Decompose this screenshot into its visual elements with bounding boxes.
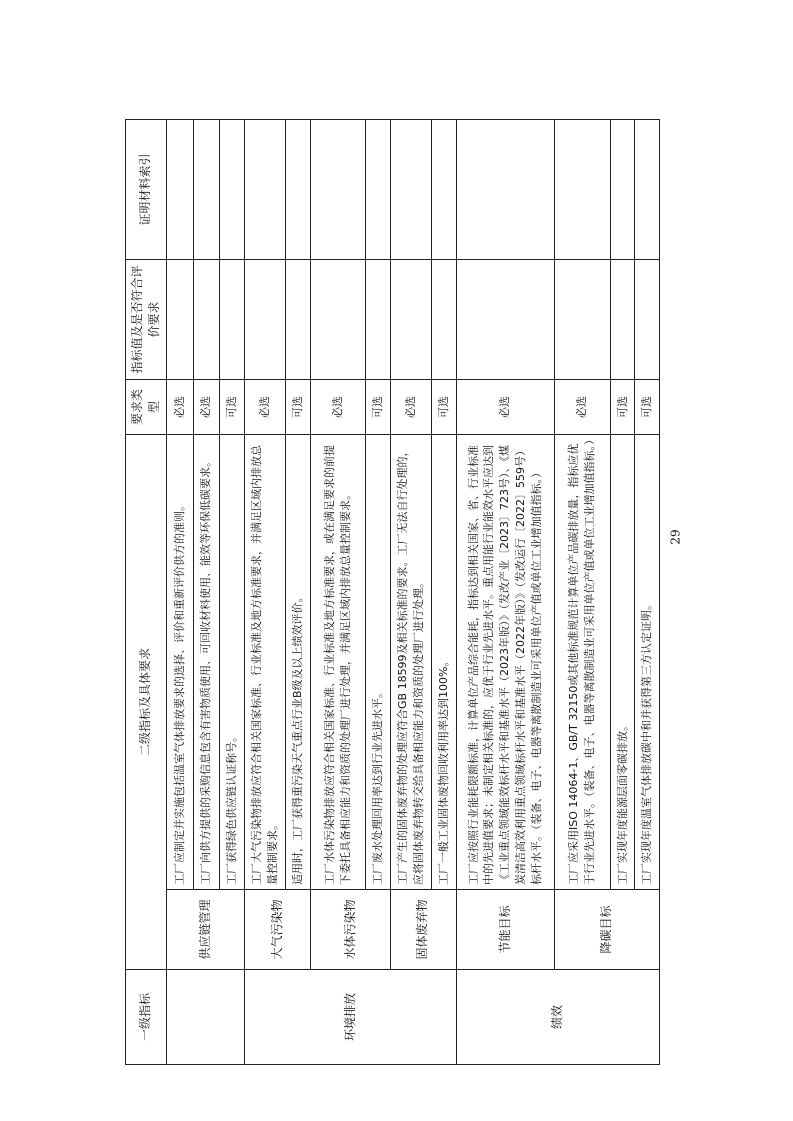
value-cell[interactable] [286,259,311,379]
header-row [126,119,167,1064]
req-type: 可选 [366,379,391,434]
req-type: 必选 [193,379,220,434]
table-row [456,119,555,1064]
requirement-text: 工厂实现年度能源层面零碳排放。 [610,434,635,889]
page-number: 29 [668,529,683,545]
requirement-text: 工厂获得绿色供应链认证称号。 [220,434,245,889]
evidence-cell[interactable] [310,119,365,259]
req-type: 必选 [166,379,193,434]
level2-cell: 大气污染物 [244,890,310,970]
level2-cell: 降碳目标 [555,890,660,970]
req-type: 必选 [310,379,365,434]
header-level2: 二级指标及具体要求 [126,434,167,969]
req-type: 必选 [456,379,555,434]
level1-cell-perf: 绩效 [456,970,659,1065]
table-row [310,119,365,1064]
header-value: 指标值及是否符合评价要求 [126,259,167,379]
req-type: 必选 [390,379,431,434]
evidence-cell[interactable] [286,119,311,259]
level2-cell: 节能目标 [456,890,555,970]
requirement-text: 工厂大气污染物排放应符合相关国家标准、行业标准及地方标准要求，并满足区域内排放总量控制要求。 [244,434,285,889]
req-type: 必选 [555,379,610,434]
header-level1: 一级指标 [126,970,167,1065]
table-row [166,119,193,1064]
level1-cell-env: 环境排放 [244,970,456,1065]
value-cell[interactable] [193,259,220,379]
value-cell[interactable] [610,259,635,379]
value-cell[interactable] [220,259,245,379]
value-cell[interactable] [166,259,193,379]
requirement-text: 工厂应按照行业能耗限额标准，计算单位产品综合能耗，指标达到相关国家、省、行业标准中的先进值要求；未制定相关标准的，应优于行业先进水平。重点用能行业能效水平应达到《工业重点领域能效标杆水平和基准水平（2023年版）》（发改产业〔2023〕723号）、《煤炭清洁高效利用重点领域标杆水平和基准水平（2022年版）》（发改运行〔2022〕559号）标杆水平。（装备、电子、电器等离散制造业可采用单位产值或单位工业增加值指标。） [456,434,555,889]
table-row [555,119,610,1064]
req-type: 可选 [220,379,245,434]
evidence-cell[interactable] [166,119,193,259]
evidence-cell[interactable] [220,119,245,259]
level2-cell: 固体废弃物 [390,890,456,970]
evidence-cell[interactable] [456,119,555,259]
evidence-cell[interactable] [366,119,391,259]
req-type: 可选 [286,379,311,434]
evidence-cell[interactable] [635,119,660,259]
value-cell[interactable] [390,259,431,379]
requirement-text: 工厂应制定并实施包括温室气体排放要求的选择、评价和重新评价供方的准则。 [166,434,193,889]
evidence-cell[interactable] [390,119,431,259]
req-type: 必选 [244,379,285,434]
requirement-text: 工厂应采用ISO 14064-1、GB/T 32150或其他标准规范计算单位产品碳排放量，指标应优于行业先进水平。（装备、电子、电器等离散制造业可采用单位产值或单位工业增加值指标。） [555,434,610,889]
requirement-text: 适用时，工厂获得重污染天气重点行业B级及以上绩效评价。 [286,434,311,889]
req-type: 可选 [431,379,456,434]
header-req-type: 要求类型 [126,379,167,434]
indicator-table [125,119,660,1065]
requirement-text: 工厂产生的固体废弃物的处理应符合GB 18599及相关标准的要求。工厂无法自行处理的，应将固体废弃物转交给具备相应能力和资质的处理厂进行处理。 [390,434,431,889]
requirement-text: 工厂水体污染物排放应符合相关国家标准、行业标准及地方标准要求，或在满足要求的前提下委托具备相应能力和资质的处理厂进行处理，并满足区域内排放总量控制要求。 [310,434,365,889]
evidence-cell[interactable] [555,119,610,259]
level1-cell-supply [166,970,244,1065]
requirement-text: 工厂一般工业固体废物回收利用率达到100%。 [431,434,456,889]
level2-cell: 供应链管理 [166,890,244,970]
value-cell[interactable] [456,259,555,379]
evidence-cell[interactable] [610,119,635,259]
evidence-cell[interactable] [193,119,220,259]
value-cell[interactable] [244,259,285,379]
value-cell[interactable] [555,259,610,379]
value-cell[interactable] [366,259,391,379]
value-cell[interactable] [310,259,365,379]
table-row [244,119,285,1064]
requirement-text: 工厂废水处理回用率达到行业先进水平。 [366,434,391,889]
rotated-table-wrapper [125,120,660,1065]
req-type: 可选 [635,379,660,434]
evidence-cell[interactable] [244,119,285,259]
evidence-cell[interactable] [431,119,456,259]
requirement-text: 工厂向供方提供的采购信息包含有害物质使用、可回收材料使用、能效等环保低碳要求。 [193,434,220,889]
value-cell[interactable] [431,259,456,379]
level2-cell: 水体污染物 [310,890,390,970]
requirement-text: 工厂实现年度温室气体排放碳中和并获得第三方认定证明。 [635,434,660,889]
req-type: 可选 [610,379,635,434]
table-row [390,119,431,1064]
value-cell[interactable] [635,259,660,379]
header-evidence: 证明材料索引 [126,119,167,259]
